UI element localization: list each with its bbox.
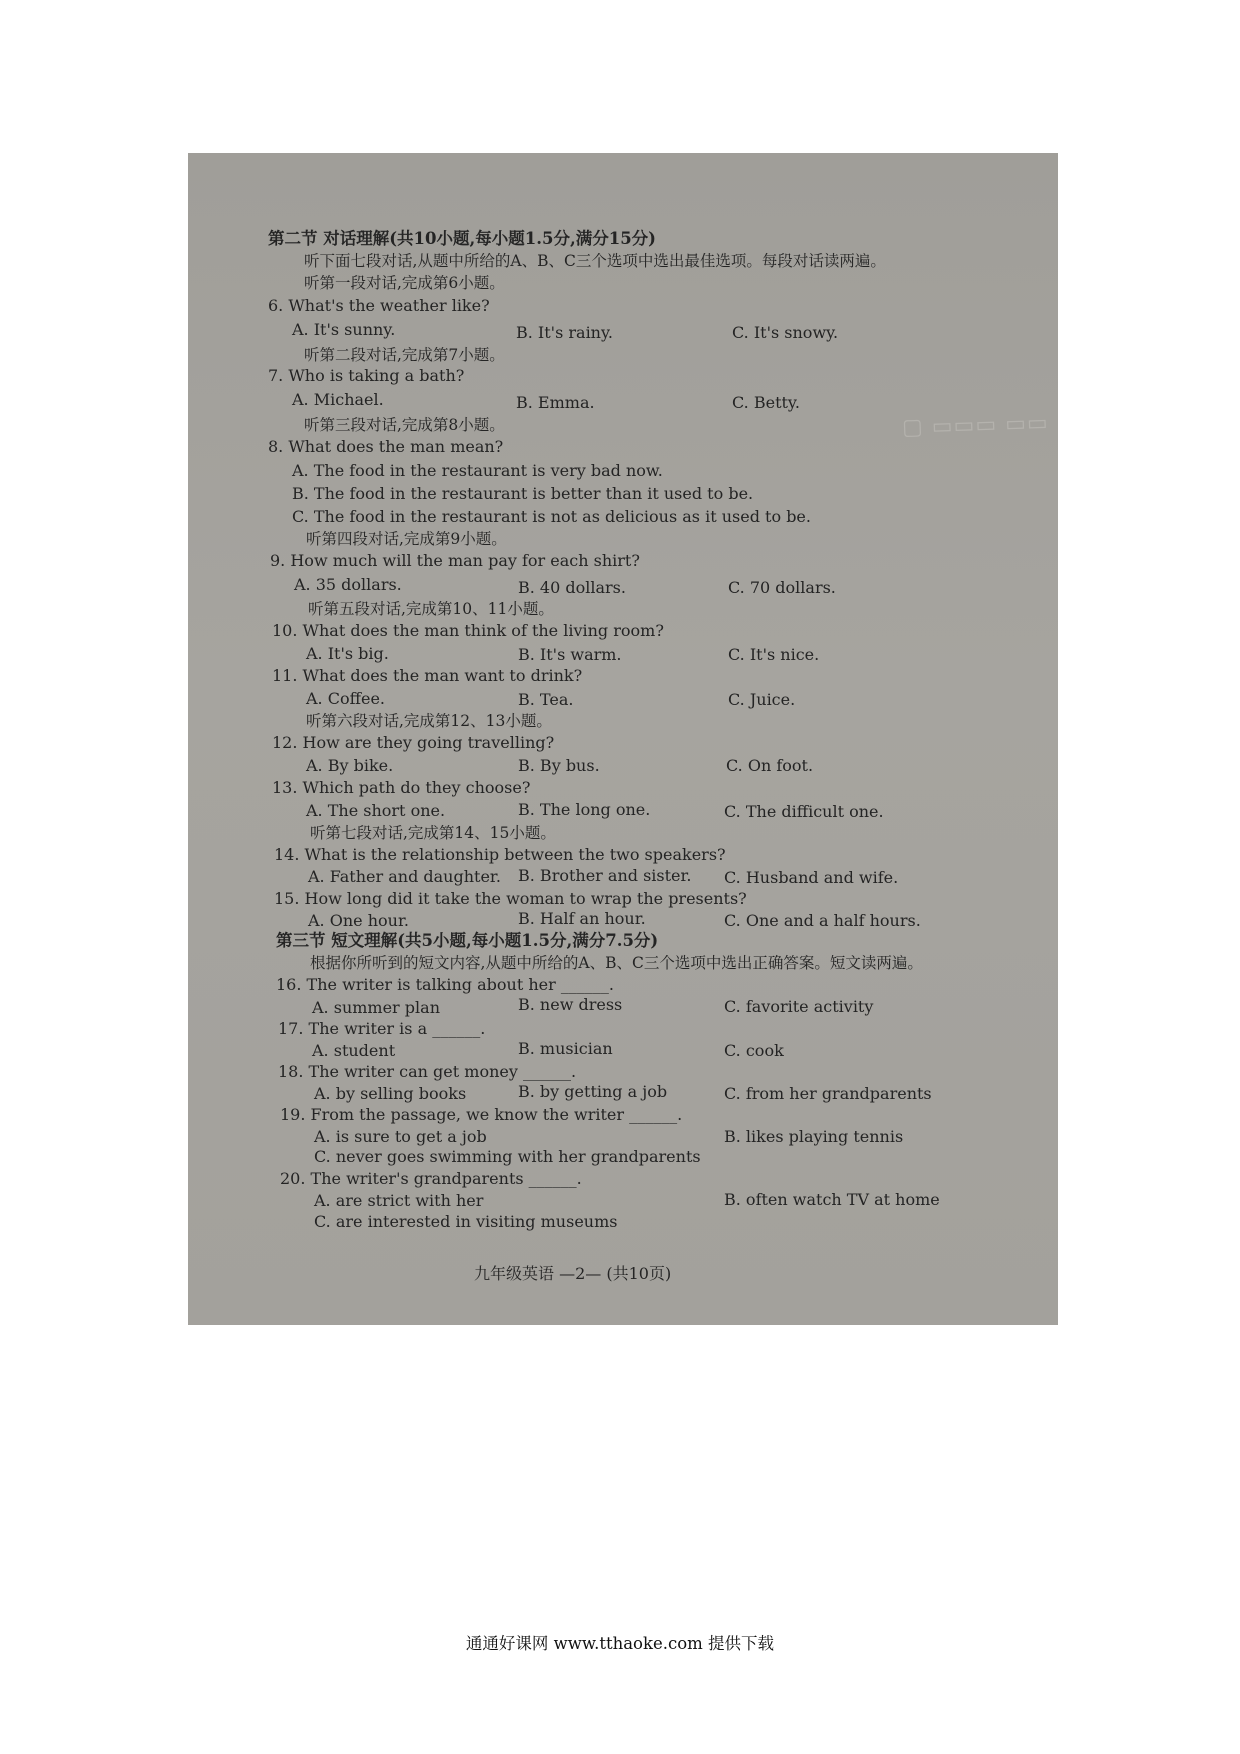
option-b: B. The food in the restaurant is better than it used to be.: [292, 484, 754, 503]
option-b: B. Brother and sister.: [518, 866, 692, 885]
option-a: A. Father and daughter.: [308, 867, 501, 886]
option-a: A. By bike.: [306, 756, 394, 775]
option-a: A. are strict with her: [314, 1191, 484, 1210]
option-a: A. by selling books: [314, 1084, 467, 1103]
option-b: B. By bus.: [518, 756, 600, 775]
listening-cue: 听第四段对话,完成第9小题。: [306, 530, 507, 548]
option-c: C. Betty.: [732, 393, 800, 412]
page-number-footer: 九年级英语 —2— (共10页): [474, 1264, 672, 1283]
option-b: B. often watch TV at home: [724, 1190, 940, 1209]
download-site-footer: 通通好课网 www.tthaoke.com 提供下载: [465, 1634, 775, 1653]
listening-cue: 听第一段对话,完成第6小题。: [304, 274, 505, 292]
option-c: C. It's nice.: [728, 645, 820, 664]
option-b: B. The long one.: [518, 800, 651, 819]
listening-cue: 听第六段对话,完成第12、13小题。: [306, 712, 552, 730]
option-b: B. Tea.: [518, 690, 574, 709]
option-c: C. The food in the restaurant is not as delicious as it used to be.: [292, 507, 811, 526]
question-7: 7. Who is taking a bath?: [268, 366, 465, 385]
option-c: C. cook: [724, 1041, 784, 1060]
question-16: 16. The writer is talking about her ______.: [276, 975, 614, 994]
question-18: 18. The writer can get money ______.: [278, 1062, 577, 1081]
section3-title: 第三节 短文理解(共5小题,每小题1.5分,满分7.5分): [276, 931, 659, 950]
question-10: 10. What does the man think of the living room?: [272, 621, 664, 640]
question-20: 20. The writer's grandparents ______.: [280, 1169, 582, 1188]
question-13: 13. Which path do they choose?: [272, 778, 531, 797]
show-through-blur: ▢ ▭▭▭ ▭▭: [901, 410, 1050, 441]
option-c: C. from her grandparents: [724, 1084, 932, 1103]
question-11: 11. What does the man want to drink?: [272, 666, 583, 685]
section2-title: 第二节 对话理解(共10小题,每小题1.5分,满分15分): [268, 229, 656, 248]
question-14: 14. What is the relationship between the two speakers?: [274, 845, 726, 864]
option-c: C. are interested in visiting museums: [314, 1212, 618, 1231]
listening-cue: 听第七段对话,完成第14、15小题。: [310, 824, 556, 842]
option-c: C. 70 dollars.: [728, 578, 836, 597]
option-a: A. 35 dollars.: [294, 575, 402, 594]
option-b: B. 40 dollars.: [518, 578, 626, 597]
option-a: A. The food in the restaurant is very bad now.: [292, 461, 663, 480]
section3-instruction: 根据你所听到的短文内容,从题中所给的A、B、C三个选项中选出正确答案。短文读两遍。: [310, 954, 923, 972]
question-9: 9. How much will the man pay for each shirt?: [270, 551, 640, 570]
exam-page-photo: [188, 153, 1058, 1325]
option-b: B. It's warm.: [518, 645, 622, 664]
option-b: B. by getting a job: [518, 1082, 668, 1101]
question-19: 19. From the passage, we know the writer ______.: [280, 1105, 683, 1124]
option-a: A. Michael.: [292, 390, 384, 409]
question-17: 17. The writer is a ______.: [278, 1019, 486, 1038]
option-c: C. One and a half hours.: [724, 911, 921, 930]
option-b: B. likes playing tennis: [724, 1127, 904, 1146]
option-a: A. It's big.: [306, 644, 389, 663]
option-c: C. Juice.: [728, 690, 796, 709]
question-8: 8. What does the man mean?: [268, 437, 504, 456]
listening-cue: 听第五段对话,完成第10、11小题。: [308, 600, 554, 618]
option-b: B. musician: [518, 1039, 613, 1058]
section2-instruction: 听下面七段对话,从题中所给的A、B、C三个选项中选出最佳选项。每段对话读两遍。: [304, 252, 886, 270]
option-a: A. The short one.: [306, 801, 446, 820]
option-c: C. favorite activity: [724, 997, 874, 1016]
option-b: B. Emma.: [516, 393, 595, 412]
question-12: 12. How are they going travelling?: [272, 733, 555, 752]
question-15: 15. How long did it take the woman to wrap the presents?: [274, 889, 747, 908]
option-b: B. Half an hour.: [518, 909, 646, 928]
option-c: C. never goes swimming with her grandparents: [314, 1147, 701, 1166]
option-a: A. summer plan: [312, 998, 440, 1017]
option-c: C. Husband and wife.: [724, 868, 899, 887]
option-a: A. It's sunny.: [292, 320, 396, 339]
option-a: A. Coffee.: [306, 689, 385, 708]
option-c: C. On foot.: [726, 756, 814, 775]
option-a: A. student: [312, 1041, 396, 1060]
listening-cue: 听第三段对话,完成第8小题。: [304, 416, 505, 434]
option-b: B. It's rainy.: [516, 323, 613, 342]
listening-cue: 听第二段对话,完成第7小题。: [304, 346, 505, 364]
option-b: B. new dress: [518, 995, 623, 1014]
option-a: A. is sure to get a job: [314, 1127, 487, 1146]
question-6: 6. What's the weather like?: [268, 296, 490, 315]
option-a: A. One hour.: [308, 911, 409, 930]
option-c: C. It's snowy.: [732, 323, 839, 342]
option-c: C. The difficult one.: [724, 802, 884, 821]
